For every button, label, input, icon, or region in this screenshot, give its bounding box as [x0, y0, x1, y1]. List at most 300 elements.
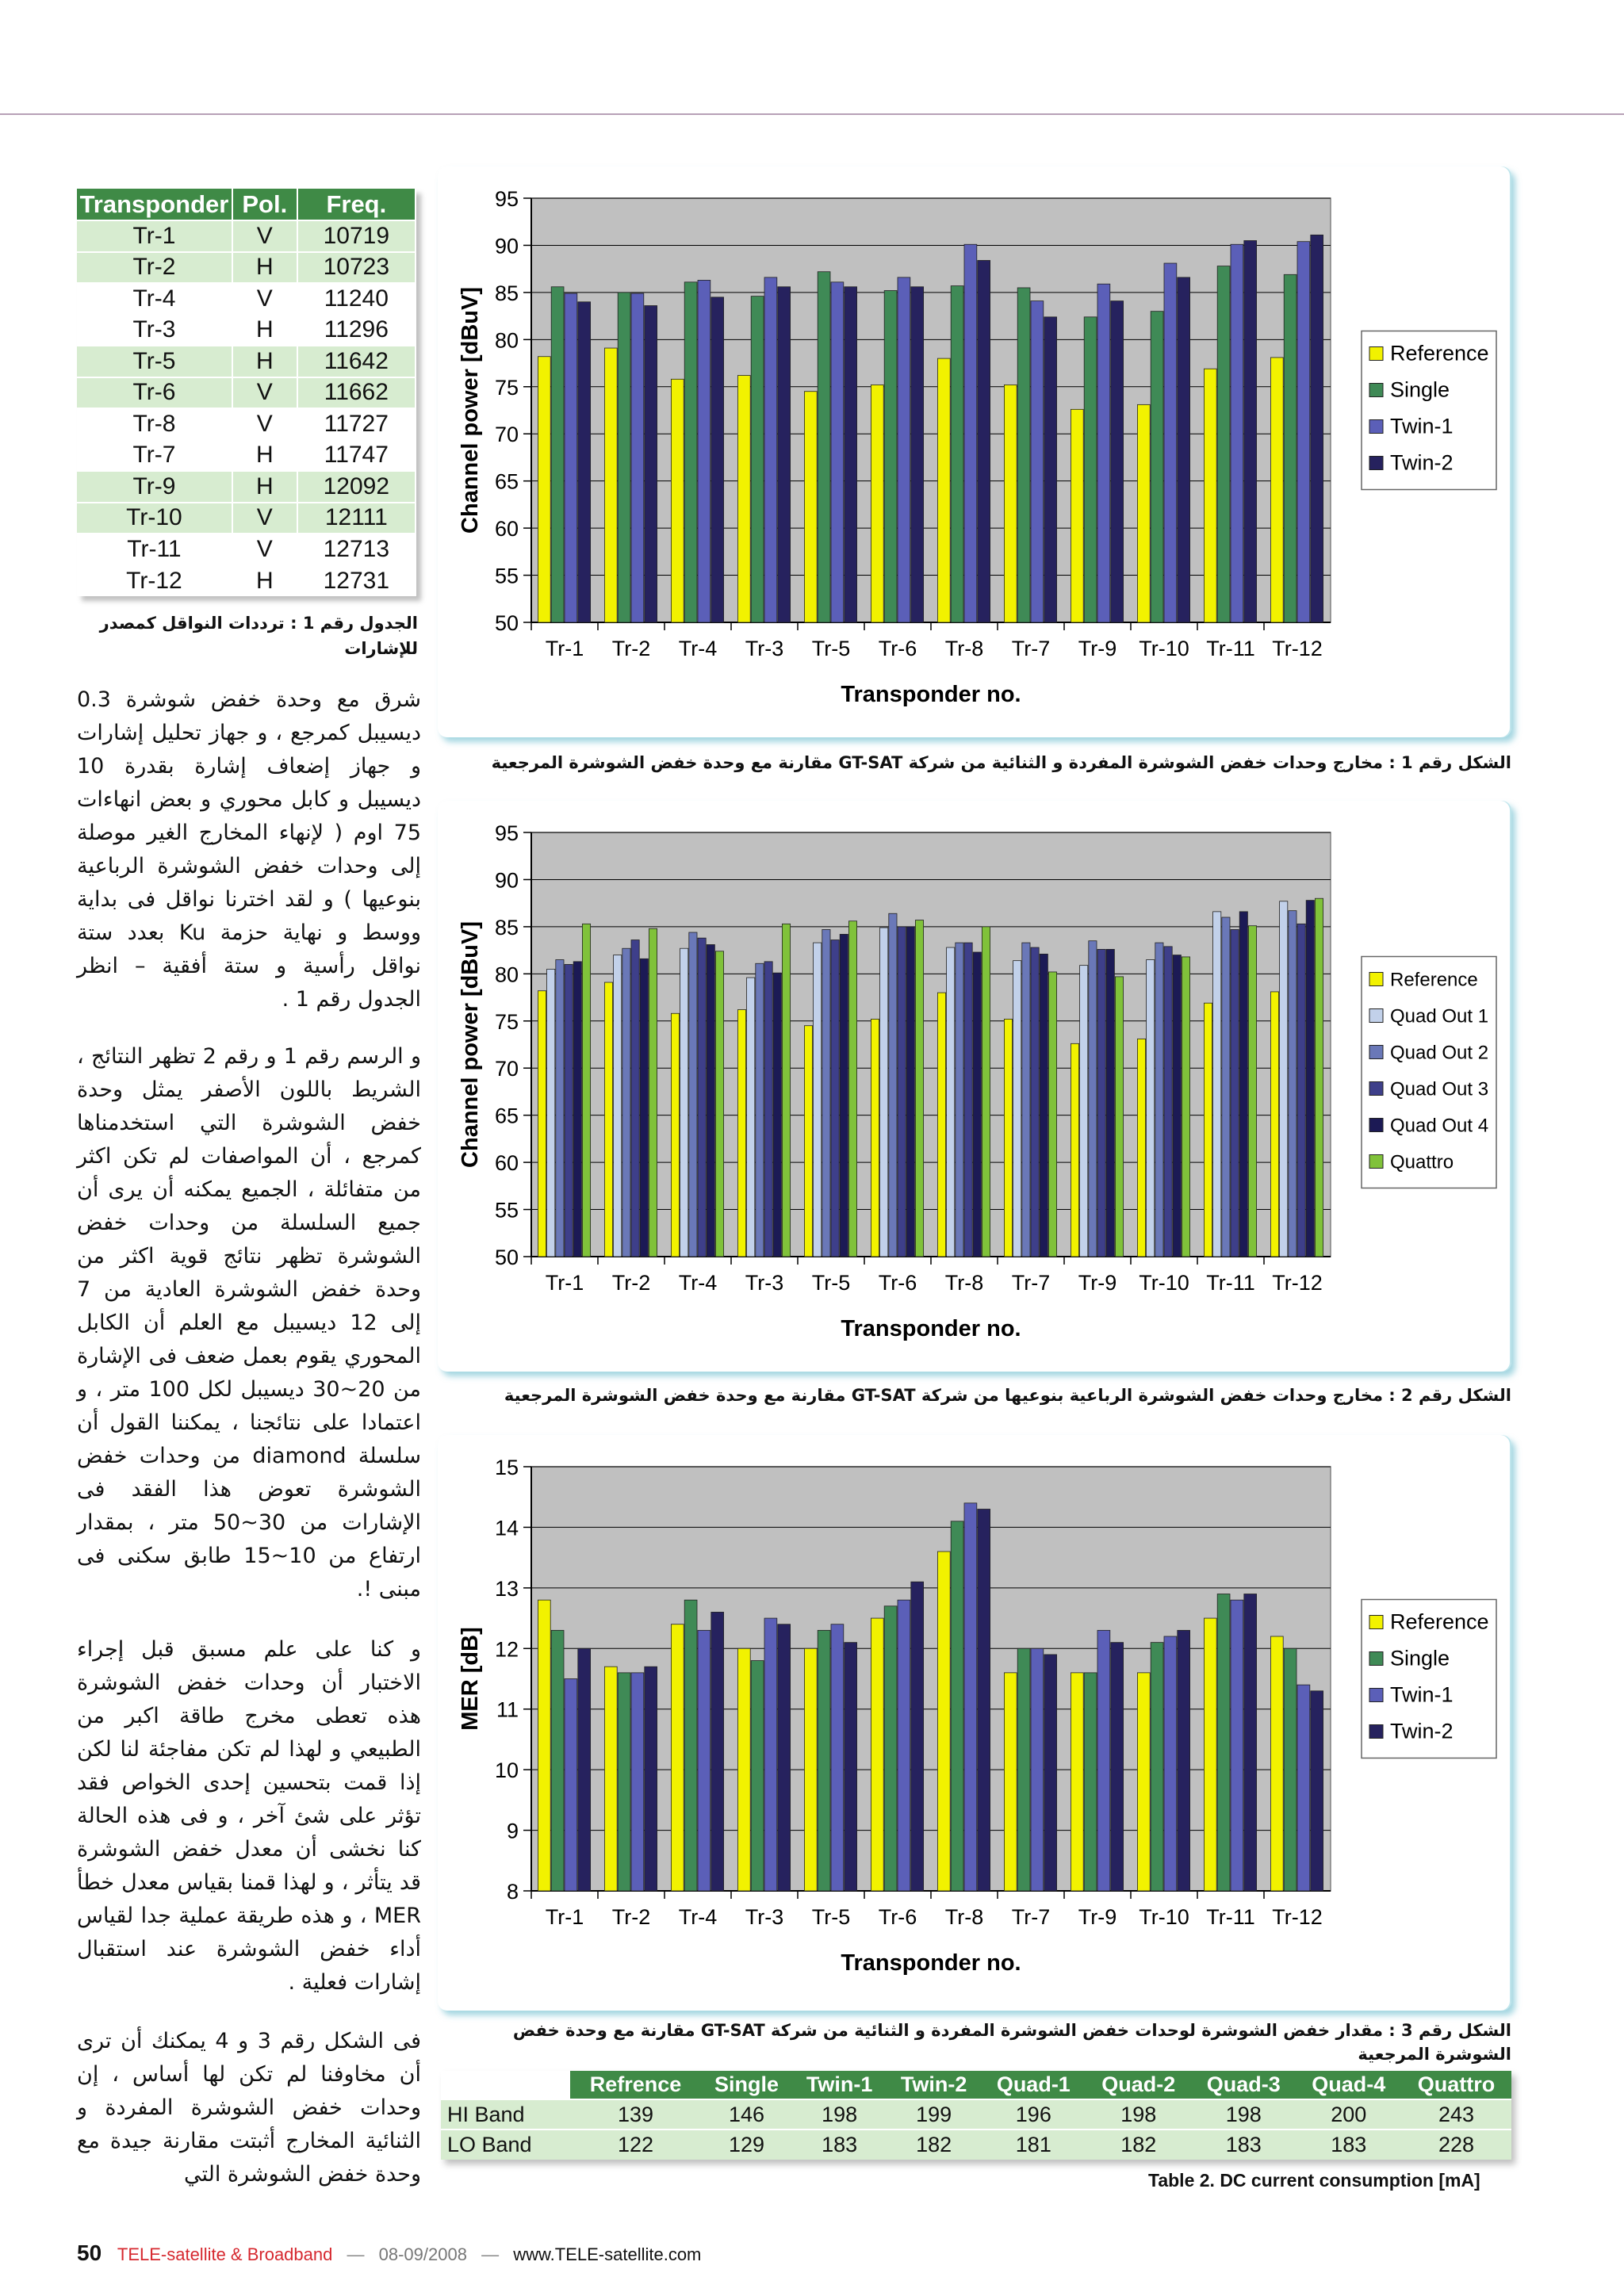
table-cell: 11296: [297, 315, 416, 346]
bar: [1111, 1643, 1124, 1891]
y-tick-label: 13: [494, 1576, 519, 1601]
bar: [1217, 266, 1230, 622]
publication-name: TELE-satellite & Broadband: [117, 2244, 333, 2264]
table-cell: 183: [1297, 2130, 1401, 2160]
y-tick-label: 15: [494, 1456, 519, 1479]
x-tick-label: Tr-8: [944, 1271, 984, 1295]
y-tick-label: 10: [494, 1758, 519, 1783]
bar: [622, 948, 630, 1257]
table-cell: 11642: [297, 346, 416, 377]
table2-header: Twin-2: [887, 2071, 981, 2099]
bar: [845, 287, 857, 622]
table-cell: 11747: [297, 440, 416, 472]
table-cell: H: [232, 346, 297, 377]
bar: [1306, 901, 1314, 1257]
legend-swatch: [1369, 1119, 1383, 1132]
x-tick-label: Tr-12: [1272, 1271, 1323, 1295]
website-link[interactable]: www.TELE-satellite.com: [513, 2244, 702, 2264]
bar: [911, 1582, 924, 1891]
table-cell: Tr-10: [77, 503, 232, 534]
bar: [649, 928, 657, 1257]
x-tick-label: Tr-11: [1206, 1271, 1255, 1295]
bar: [1071, 1673, 1083, 1891]
table2-header: Single: [701, 2071, 792, 2099]
bar: [818, 1630, 830, 1891]
y-axis-label: Channel power [dBuV]: [458, 287, 483, 534]
bar: [804, 1026, 812, 1257]
legend-label: Quad Out 4: [1390, 1115, 1489, 1137]
table-cell: V: [232, 220, 297, 252]
bar: [1164, 263, 1177, 622]
bar: [1164, 947, 1172, 1257]
bar: [711, 1612, 724, 1891]
bar: [906, 927, 914, 1257]
legend-label: Twin-2: [1390, 1719, 1454, 1743]
table-cell: 11727: [297, 408, 416, 440]
bar: [645, 1667, 657, 1891]
table-cell: Tr-6: [77, 377, 232, 409]
bar: [978, 1510, 990, 1892]
bar: [1311, 1691, 1323, 1891]
bar: [804, 392, 817, 622]
table-cell: 200: [1297, 2099, 1401, 2130]
bar: [538, 991, 546, 1257]
table-cell: Tr-4: [77, 283, 232, 315]
y-tick-label: 85: [494, 915, 519, 939]
table2-header: Refrence: [570, 2071, 701, 2099]
bar: [973, 952, 981, 1257]
bar: [684, 1600, 697, 1891]
table-cell: Tr-2: [77, 252, 232, 284]
bar: [814, 943, 822, 1257]
bar: [764, 277, 777, 622]
table1-caption: الجدول رقم 1 : ترددات النواقل كمصدر للإشارات: [99, 614, 418, 658]
figure-3-chart: [438, 1435, 1511, 2011]
table-cell: 182: [1086, 2130, 1191, 2160]
x-tick-label: Tr-4: [678, 1271, 718, 1295]
bar: [1089, 941, 1097, 1257]
table2-caption: Table 2. DC current consumption [mA]: [1148, 2170, 1480, 2191]
bar: [1231, 929, 1239, 1257]
bar: [565, 293, 577, 622]
table2-header: Quattro: [1401, 2071, 1511, 2099]
bar: [631, 293, 644, 622]
table1-header: Transponder: [77, 189, 232, 220]
x-axis-label: Transponder no.: [841, 1316, 1021, 1341]
bar: [898, 927, 906, 1257]
bar: [737, 1648, 750, 1891]
legend-label: Quattro: [1390, 1151, 1454, 1173]
table-cell: LO Band: [441, 2130, 570, 2160]
bar: [618, 1673, 630, 1891]
x-tick-label: Tr-7: [1011, 1905, 1051, 1929]
bar: [1289, 911, 1297, 1257]
table-cell: Tr-3: [77, 315, 232, 346]
bar: [1178, 1630, 1190, 1891]
bar: [1097, 949, 1105, 1257]
bar: [1178, 277, 1190, 622]
table-cell: 146: [701, 2099, 792, 2130]
bar: [1151, 312, 1163, 622]
y-tick-label: 55: [494, 1198, 519, 1223]
bar: [1315, 898, 1323, 1257]
bar: [707, 944, 714, 1257]
table-cell: 11662: [297, 377, 416, 409]
bar: [1217, 1594, 1230, 1892]
table2-header: Quad-2: [1086, 2071, 1191, 2099]
bar: [822, 929, 830, 1257]
bar: [848, 921, 856, 1257]
x-tick-label: Tr-9: [1078, 1271, 1117, 1295]
table-cell: Tr-8: [77, 408, 232, 440]
bar: [551, 1630, 564, 1891]
article-paragraph-4: فى الشكل رقم 3 و 4 يمكنك أن ترى أن مخاوفنا لم تكن لها أساس ، إن وحدات خفض الشوشرة المفردة و الثنائية المخارج أثبتت مقارنة جيدة مع وحدة خفض الشوشرة التي: [77, 2029, 421, 2187]
y-tick-label: 70: [494, 1057, 519, 1081]
legend-label: Twin-2: [1390, 450, 1454, 475]
bar: [751, 1661, 764, 1891]
y-tick-label: 90: [494, 868, 519, 893]
x-tick-label: Tr-4: [678, 637, 718, 660]
table-cell: 139: [570, 2099, 701, 2130]
legend-swatch: [1369, 1046, 1383, 1059]
table1-body: [77, 220, 416, 596]
table-row: [441, 2130, 1511, 2160]
bar: [1017, 288, 1030, 622]
table2-header-row: [441, 2071, 1511, 2099]
bar: [1031, 1648, 1044, 1891]
article-paragraph-1: شرق مع وحدة خفض شوشرة 0.3 ديسيبل كمرجع ، و جهاز تحليل إشارات و جهاز إضعاف إشارة بقدرة 10 ديسيبل و كابل محوري و بعض انهاءات 75 اوم ( لإنهاء المخارج الغير موصلة إلى وحدات خفض الشوشرة الرباعية بنوعيها ) و لقد اخترنا نواقل فى بداية ووسط و نهاية حزمة Ku بعدد ستة نواقل رأسية و ستة أفقية – انظر الجدول رقم 1 .: [77, 687, 421, 1012]
y-tick-label: 60: [494, 517, 519, 541]
x-axis-label: Transponder no.: [841, 1950, 1021, 1976]
x-tick-label: Tr-1: [545, 637, 584, 660]
bar: [889, 913, 897, 1257]
x-tick-label: Tr-7: [1011, 637, 1051, 660]
bar: [1311, 235, 1323, 622]
table-cell: Tr-9: [77, 471, 232, 503]
bar: [764, 1618, 777, 1891]
bar: [604, 348, 617, 622]
bar: [871, 1019, 879, 1257]
bar: [898, 277, 910, 622]
bar: [1244, 1594, 1257, 1892]
bar: [1270, 358, 1283, 622]
x-tick-label: Tr-8: [944, 1905, 984, 1929]
footer-separator: —: [347, 2244, 365, 2264]
table-row: [77, 408, 416, 440]
legend-swatch: [1369, 420, 1383, 434]
table-row: [77, 252, 416, 284]
bar: [573, 962, 581, 1257]
figure-2-chart: [438, 801, 1511, 1372]
table-cell: 12731: [297, 565, 416, 597]
bar: [951, 1521, 963, 1891]
bar: [1097, 284, 1110, 622]
bar: [1044, 317, 1057, 622]
page-footer: [77, 2241, 701, 2266]
bar: [937, 358, 950, 622]
bar: [1151, 1643, 1163, 1891]
table-cell: HI Band: [441, 2099, 570, 2130]
bar: [818, 272, 830, 622]
y-tick-label: 14: [494, 1516, 519, 1540]
table-cell: Tr-1: [77, 220, 232, 252]
table-cell: Tr-11: [77, 534, 232, 565]
table-cell: 129: [701, 2130, 792, 2160]
y-tick-label: 95: [494, 187, 519, 211]
bar: [1137, 1039, 1145, 1257]
table-row: [77, 471, 416, 503]
x-tick-label: Tr-6: [878, 1271, 917, 1295]
bar: [871, 385, 883, 622]
table-cell: 183: [1191, 2130, 1296, 2160]
table1-header: Freq.: [297, 189, 416, 220]
bar: [689, 932, 697, 1257]
x-tick-label: Tr-5: [811, 637, 851, 660]
bar: [578, 302, 591, 622]
bar: [964, 1503, 977, 1891]
bar: [1137, 404, 1150, 622]
legend-swatch: [1369, 1689, 1383, 1702]
legend-label: Twin-1: [1390, 414, 1454, 438]
transponder-table: [77, 189, 416, 596]
table-row: [77, 283, 416, 315]
table-row: [77, 315, 416, 346]
bar: [1084, 317, 1097, 622]
bar: [538, 1600, 550, 1891]
table-cell: 198: [792, 2099, 887, 2130]
table-cell: 199: [887, 2099, 981, 2130]
legend-swatch: [1369, 1009, 1383, 1023]
current-consumption-table: [441, 2071, 1511, 2160]
bar: [1270, 992, 1278, 1257]
bar: [715, 951, 723, 1257]
bar: [871, 1618, 883, 1891]
bar: [1297, 1685, 1310, 1891]
bar: [618, 293, 630, 622]
table-cell: 196: [981, 2099, 1086, 2130]
table-cell: V: [232, 377, 297, 409]
x-tick-label: Tr-11: [1206, 637, 1255, 660]
table2-header: Twin-1: [792, 2071, 887, 2099]
table-cell: 12092: [297, 471, 416, 503]
bar: [1284, 1648, 1297, 1891]
bar: [604, 982, 612, 1257]
bar: [1084, 1673, 1097, 1891]
y-tick-label: 95: [494, 821, 519, 845]
y-tick-label: 9: [506, 1819, 519, 1843]
table-cell: 11240: [297, 283, 416, 315]
bar: [556, 960, 564, 1257]
legend-swatch: [1369, 1155, 1383, 1169]
x-tick-label: Tr-3: [745, 1271, 784, 1295]
bar: [1239, 912, 1247, 1257]
y-tick-label: 80: [494, 962, 519, 987]
bar: [1147, 960, 1155, 1257]
footer-separator: —: [481, 2244, 500, 2264]
bar: [951, 286, 963, 622]
bar: [1031, 947, 1039, 1257]
bar: [711, 297, 724, 622]
bar: [778, 1624, 791, 1891]
x-tick-label: Tr-2: [611, 1271, 651, 1295]
bar: [565, 1679, 577, 1892]
bar: [698, 280, 710, 622]
table-row: [77, 565, 416, 597]
table-row: [441, 2099, 1511, 2130]
table2-header: Quad-1: [981, 2071, 1086, 2099]
table-row: [77, 534, 416, 565]
bar: [1280, 901, 1288, 1257]
bar: [845, 1643, 857, 1891]
table-cell: 183: [792, 2130, 887, 2160]
table-row: [77, 377, 416, 409]
x-tick-label: Tr-9: [1078, 1905, 1117, 1929]
bar: [1270, 1636, 1283, 1891]
table-row: [77, 346, 416, 377]
bar: [680, 948, 688, 1257]
bar: [956, 943, 963, 1257]
bar: [1115, 977, 1123, 1257]
bar: [737, 376, 750, 622]
legend-label: Quad Out 1: [1390, 1005, 1489, 1027]
bar: [1106, 949, 1114, 1257]
bar: [1213, 912, 1221, 1257]
table-cell: 12111: [297, 503, 416, 534]
x-tick-label: Tr-3: [745, 637, 784, 660]
bar: [982, 927, 990, 1257]
bar: [645, 306, 657, 622]
y-tick-label: 60: [494, 1151, 519, 1176]
bar: [1297, 924, 1305, 1257]
legend-swatch: [1369, 1082, 1383, 1096]
bar: [884, 1606, 897, 1891]
figure-1-chart: [438, 166, 1511, 737]
bar: [937, 1552, 950, 1891]
table-cell: 181: [981, 2130, 1086, 2160]
table-cell: Tr-12: [77, 565, 232, 597]
table-cell: Tr-7: [77, 440, 232, 472]
y-tick-label: 65: [494, 469, 519, 494]
figure-2-caption: الشكل رقم 2 : مخارج وحدات خفض الشوشرة الرباعية بنوعيها من شركة GT-SAT مقارنة مع وحدة خفض الشوشرة المرجعية: [504, 1386, 1511, 1405]
bar: [804, 1648, 817, 1891]
bar: [1048, 972, 1056, 1257]
bar: [880, 928, 888, 1257]
bar: [1071, 1043, 1078, 1257]
x-tick-label: Tr-2: [611, 637, 651, 660]
bar: [840, 934, 848, 1257]
bar: [884, 291, 897, 622]
bar: [964, 244, 977, 622]
bar: [964, 943, 972, 1257]
bar: [1040, 954, 1048, 1257]
table-row: [77, 503, 416, 534]
bar: [756, 963, 764, 1257]
x-tick-label: Tr-4: [678, 1905, 718, 1929]
bar: [671, 379, 684, 622]
article-paragraph-2: و الرسم رقم 1 و رقم 2 تظهر النتائج ، الشريط باللون الأصفر يمثل وحدة خفض الشوشرة التي استخدمناها كمرجع ، أن المواصفات لم تكن اكثر من متفائلة ، الجميع يمكنه أن يرى أن جميع السلسلة من وحدات خفض الشوشرة تظهر نتائج قوية اكثر من وحدة خفض الشوشرة العادية من 7 إلى 12 ديسيبل مع العلم أن الكابل المحوري يقوم بعمل ضعف فى الإشارة من 20~30 ديسيبل لكل 100 متر ، و اعتمادا على نتائجنا ، يمكننا القول أن سلسلة diamond من وحدات خفض الشوشرة تعوض هذا الفقد فى الإشارات من 30~50 متر ، بمقدار ارتفاع من 10~15 طابق سكنى فى مبنى !.: [77, 1044, 422, 1601]
y-axis-label: MER [dB]: [458, 1627, 483, 1731]
header-rule: [0, 113, 1624, 115]
legend-swatch: [1369, 1725, 1383, 1739]
bar: [1111, 301, 1124, 622]
bar: [915, 920, 923, 1257]
bar: [1031, 301, 1044, 622]
bar: [640, 959, 648, 1257]
x-tick-label: Tr-5: [811, 1271, 851, 1295]
table-cell: 198: [1191, 2099, 1296, 2130]
legend-label: Reference: [1390, 341, 1489, 365]
bar: [1004, 1673, 1017, 1891]
bar: [1017, 1648, 1030, 1891]
y-axis-label: Channel power [dBuV]: [458, 921, 483, 1168]
bar: [1222, 917, 1230, 1257]
bar: [547, 969, 555, 1257]
table2-header: Quad-4: [1297, 2071, 1401, 2099]
legend-label: Quad Out 3: [1390, 1078, 1489, 1100]
table-cell: 122: [570, 2130, 701, 2160]
y-tick-label: 85: [494, 281, 519, 305]
bar: [1231, 244, 1243, 622]
table-cell: V: [232, 408, 297, 440]
figure-3-caption: الشكل رقم 3 : مقدار خفض الشوشرة لوحدات خفض الشوشرة المفردة و الثنائية من شركة GT-SAT مقارنة مع وحدة خفض الشوشرة المرجعية: [512, 2021, 1511, 2064]
bar: [614, 955, 622, 1257]
bar: [978, 260, 990, 622]
bar: [1173, 955, 1181, 1257]
legend-swatch: [1369, 384, 1383, 397]
bar: [1013, 961, 1021, 1257]
table2-header: [441, 2071, 570, 2099]
bar: [1297, 242, 1310, 622]
x-tick-label: Tr-10: [1139, 1271, 1189, 1295]
legend-swatch: [1369, 1616, 1383, 1629]
y-tick-label: 50: [494, 611, 519, 635]
x-tick-label: Tr-8: [944, 637, 984, 660]
bar: [1004, 385, 1017, 622]
article-paragraph-3: و كنا على علم مسبق قبل إجراء الاختبار أن وحدات خفض الشوشرة هذه تعطى مخرج طاقة اكبر من الطبيعي و لهذا لم تكن مفاجئة لنا لكن إذا قمت بتحسين إحدى الخواص فقد تؤثر على شئ آخر ، و فى هذه الحالة كنا نخشى أن معدل خفض الشوشرة قد يتأثر ، و لهذا قمنا بقياس معدل خطأ MER ، و هذه طريقة عملية جدا لقياس أداء خفض الشوشرة عند استقبال إشارات فعلية .: [77, 1637, 421, 1995]
bar: [1071, 409, 1083, 622]
bar: [671, 1624, 684, 1891]
legend-swatch: [1369, 973, 1383, 986]
table-cell: 12713: [297, 534, 416, 565]
bar: [1284, 274, 1297, 622]
table-cell: 228: [1401, 2130, 1511, 2160]
table-cell: V: [232, 503, 297, 534]
bar: [831, 282, 844, 622]
bar: [1004, 1019, 1012, 1257]
x-tick-label: Tr-1: [545, 1905, 584, 1929]
x-tick-label: Tr-2: [611, 1905, 651, 1929]
figure-1-svg: [438, 166, 1511, 737]
table-cell: H: [232, 252, 297, 284]
bar: [898, 1600, 910, 1891]
bar: [1182, 957, 1189, 1257]
issue-date: 08-09/2008: [378, 2244, 467, 2264]
x-tick-label: Tr-11: [1206, 1905, 1255, 1929]
table-cell: V: [232, 534, 297, 565]
y-tick-label: 65: [494, 1104, 519, 1128]
bar: [1044, 1655, 1057, 1891]
bar: [1022, 943, 1030, 1257]
y-tick-label: 8: [506, 1880, 519, 1904]
table-cell: 182: [887, 2130, 981, 2160]
figure-3-svg: [438, 1435, 1511, 2011]
legend-label: Single: [1390, 377, 1450, 402]
x-tick-label: Tr-12: [1272, 1905, 1323, 1929]
y-tick-label: 75: [494, 375, 519, 400]
bar: [1137, 1673, 1150, 1891]
table-cell: H: [232, 440, 297, 472]
table2-body: [441, 2099, 1511, 2160]
